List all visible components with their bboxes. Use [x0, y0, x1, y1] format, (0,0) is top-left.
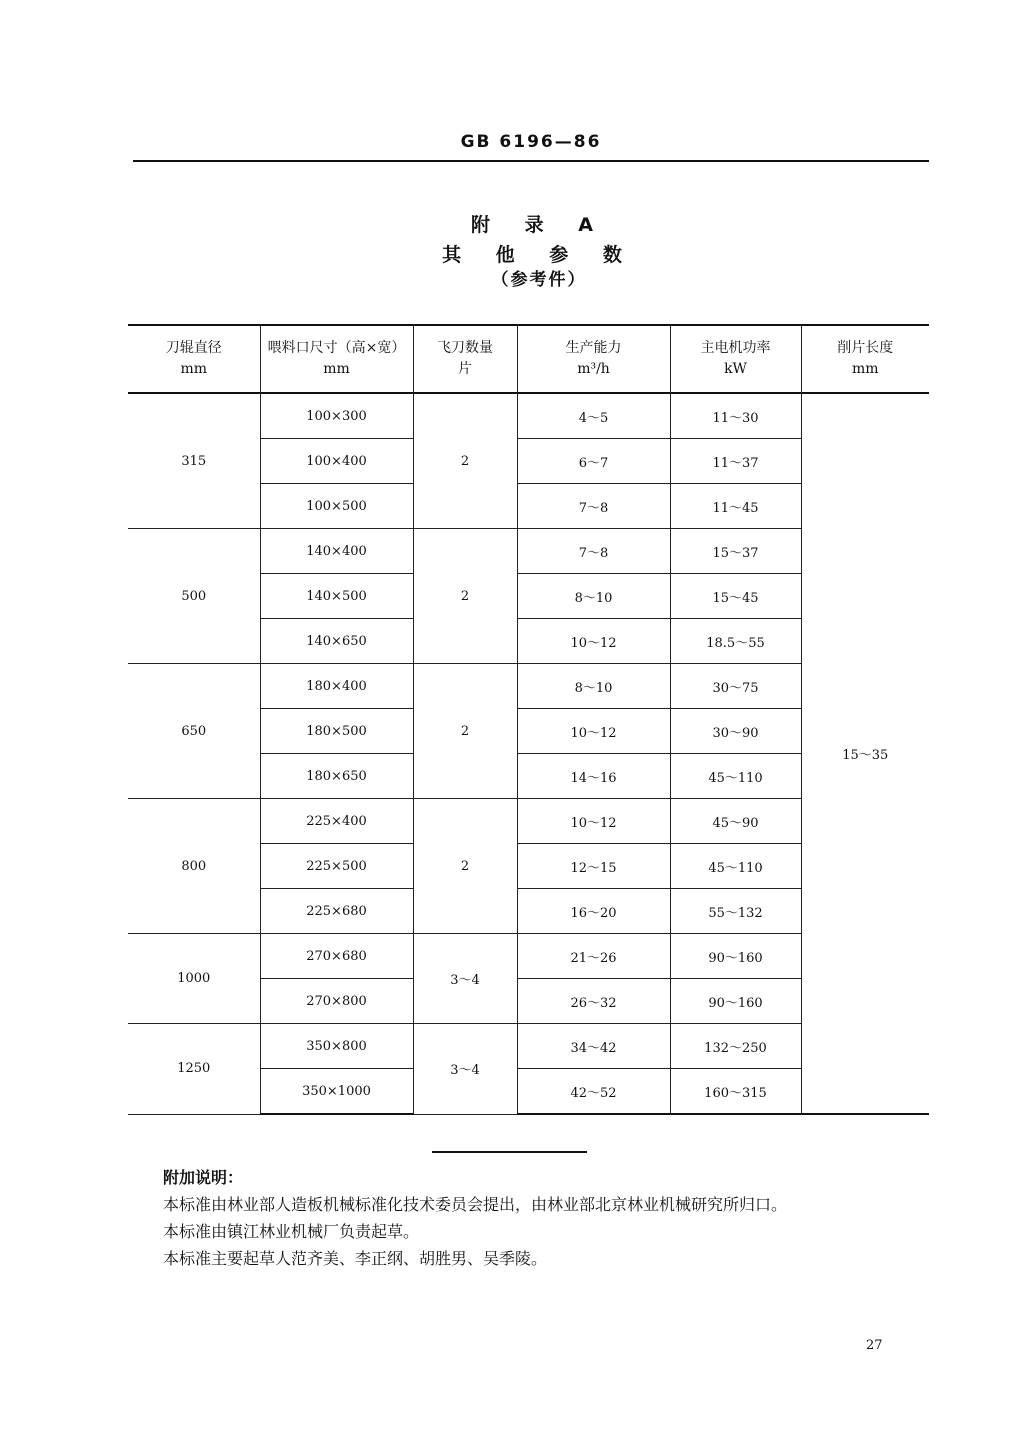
capacity-cell: 12～15 [517, 844, 670, 889]
header-rule [133, 160, 929, 162]
header-name: 主电机功率 [700, 340, 771, 356]
power-cell: 45～110 [670, 754, 801, 799]
capacity-cell: 10～12 [517, 709, 670, 754]
power-cell: 45～110 [670, 844, 801, 889]
annex-label: 附 录 A [471, 214, 607, 236]
header-unit: mm [851, 361, 879, 377]
chip-length-cell: 15～35 [801, 393, 929, 1114]
feed-size-cell: 140×650 [260, 619, 413, 664]
header-unit: kW [724, 361, 747, 377]
standard-number: GB 6196—86 [460, 132, 602, 152]
capacity-cell: 14～16 [517, 754, 670, 799]
table-body [128, 393, 929, 1114]
capacity-cell: 8～10 [517, 664, 670, 709]
header-name: 生产能力 [565, 340, 622, 356]
page-number: 27 [866, 1338, 883, 1353]
knives-cell: 3～4 [413, 1024, 517, 1115]
capacity-cell: 21～26 [517, 934, 670, 979]
diameter-cell: 650 [128, 664, 260, 799]
annex-title: 其 他 参 数 [442, 244, 636, 266]
power-cell: 11～45 [670, 484, 801, 529]
header-name: 飞刀数量 [437, 340, 493, 356]
knives-cell: 2 [413, 529, 517, 664]
capacity-cell: 7～8 [517, 484, 670, 529]
feed-size-cell: 140×400 [260, 529, 413, 574]
additional-notes [163, 1164, 923, 1272]
notes-title: 附加说明： [163, 1168, 244, 1187]
power-cell: 160～315 [670, 1069, 801, 1115]
annex-note: （参考件） [491, 270, 587, 290]
header-unit: 片 [458, 361, 472, 377]
header-cell-chip-length [801, 325, 929, 393]
diameter-cell: 1000 [128, 934, 260, 1024]
knives-cell: 3～4 [413, 934, 517, 1024]
capacity-cell: 42～52 [517, 1069, 670, 1115]
capacity-cell: 10～12 [517, 799, 670, 844]
capacity-cell: 4～5 [517, 393, 670, 439]
capacity-cell: 34～42 [517, 1024, 670, 1069]
header-cell-knives [413, 325, 517, 393]
feed-size-cell: 100×500 [260, 484, 413, 529]
note-line: 本标准主要起草人范齐美、李正纲、胡胜男、吴季陵。 [163, 1249, 548, 1268]
power-cell: 45～90 [670, 799, 801, 844]
capacity-cell: 8～10 [517, 574, 670, 619]
capacity-cell: 10～12 [517, 619, 670, 664]
power-cell: 11～30 [670, 393, 801, 439]
feed-size-cell: 140×500 [260, 574, 413, 619]
power-cell: 132～250 [670, 1024, 801, 1069]
feed-size-cell: 350×800 [260, 1024, 413, 1069]
header-name: 喂料口尺寸（高×宽） [267, 340, 406, 356]
feed-size-cell: 180×400 [260, 664, 413, 709]
note-line: 本标准由林业部人造板机械标准化技术委员会提出，由林业部北京林业机械研究所归口。 [163, 1195, 788, 1214]
feed-size-cell: 270×800 [260, 979, 413, 1024]
header-cell-diameter [128, 325, 260, 393]
knives-cell: 2 [413, 393, 517, 529]
note-line: 本标准由镇江林业机械厂负责起草。 [163, 1222, 420, 1241]
header-cell-capacity [517, 325, 670, 393]
power-cell: 15～37 [670, 529, 801, 574]
header-unit: mm [180, 361, 208, 377]
capacity-cell: 26～32 [517, 979, 670, 1024]
diameter-cell: 500 [128, 529, 260, 664]
diameter-cell: 1250 [128, 1024, 260, 1115]
power-cell: 18.5～55 [670, 619, 801, 664]
header-unit: mm [323, 361, 350, 377]
feed-size-cell: 225×400 [260, 799, 413, 844]
power-cell: 90～160 [670, 934, 801, 979]
knives-cell: 2 [413, 664, 517, 799]
power-cell: 15～45 [670, 574, 801, 619]
power-cell: 55～132 [670, 889, 801, 934]
feed-size-cell: 100×300 [260, 393, 413, 439]
power-cell: 30～75 [670, 664, 801, 709]
feed-size-cell: 350×1000 [260, 1069, 413, 1115]
capacity-cell: 7～8 [517, 529, 670, 574]
header-cell-power [670, 325, 801, 393]
feed-size-cell: 225×500 [260, 844, 413, 889]
header-name: 刀辊直径 [165, 340, 222, 356]
feed-size-cell: 100×400 [260, 439, 413, 484]
power-cell: 11～37 [670, 439, 801, 484]
table-row [128, 393, 929, 439]
table-header-row [128, 325, 929, 393]
header-name: 削片长度 [837, 340, 894, 356]
capacity-cell: 16～20 [517, 889, 670, 934]
power-cell: 90～160 [670, 979, 801, 1024]
header-cell-feed-size [260, 325, 413, 393]
diameter-cell: 315 [128, 393, 260, 529]
end-rule [432, 1151, 587, 1153]
feed-size-cell: 180×650 [260, 754, 413, 799]
feed-size-cell: 225×680 [260, 889, 413, 934]
feed-size-cell: 270×680 [260, 934, 413, 979]
header-unit: m³/h [577, 361, 610, 377]
parameters-table [128, 324, 929, 1115]
knives-cell: 2 [413, 799, 517, 934]
power-cell: 30～90 [670, 709, 801, 754]
feed-size-cell: 180×500 [260, 709, 413, 754]
capacity-cell: 6～7 [517, 439, 670, 484]
diameter-cell: 800 [128, 799, 260, 934]
